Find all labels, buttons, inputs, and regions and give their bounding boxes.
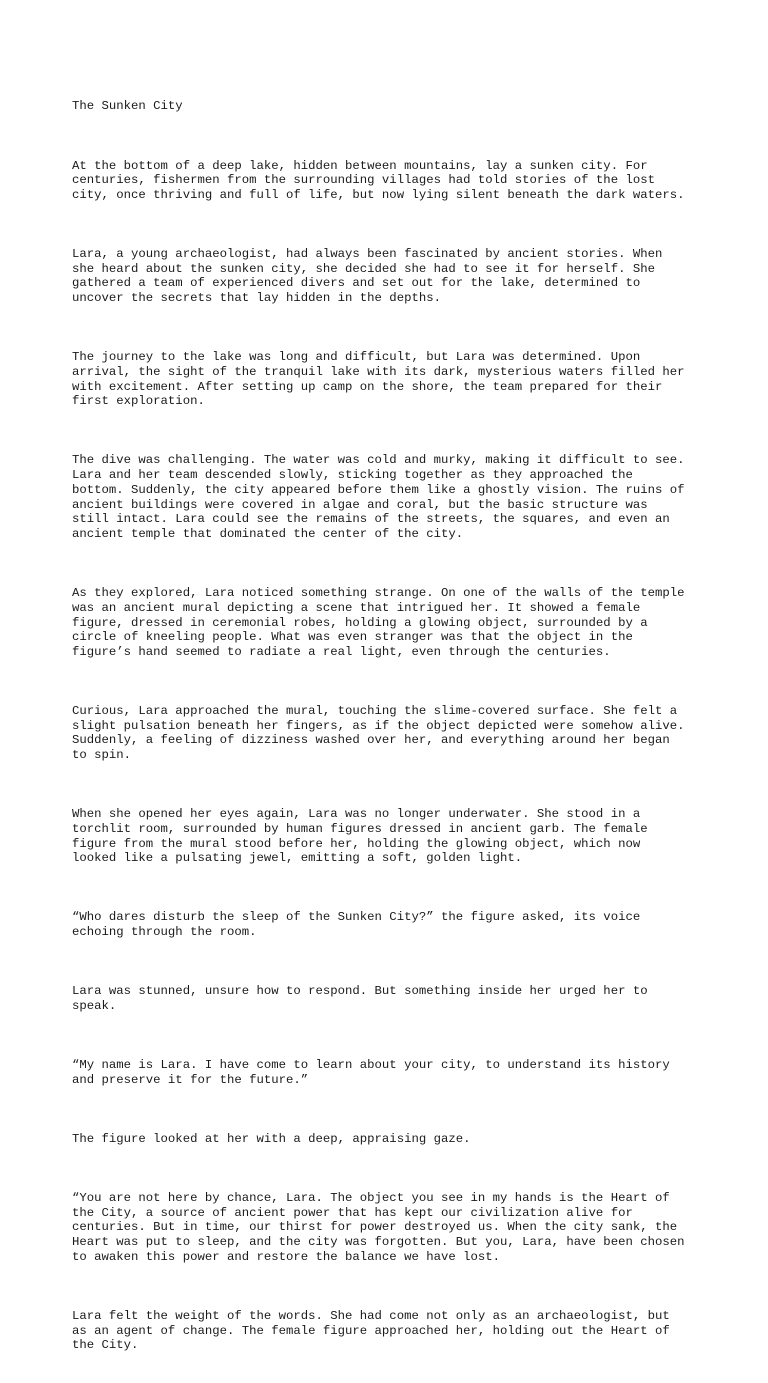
paragraph: Lara, a young archaeologist, had always been fascinated by ancient stories. When she heard about the sunken city, she decided she had to see it for herself. She gathered a team of experienced divers and set out for the lake, determined to uncover the secrets that lay hidden in the depths. (72, 247, 663, 306)
paragraph: “My name is Lara. I have come to learn about your city, to understand its history and preserve it for the future.” (72, 1058, 670, 1087)
document-page (72, 70, 712, 1383)
paragraph: The figure looked at her with a deep, appraising gaze. (72, 1131, 471, 1146)
paragraph: When she opened her eyes again, Lara was no longer underwater. She stood in a torchlit room, surrounded by human figures dressed in ancient garb. The female figure from the mural stood before her, holding the glowing object, which now looked like a pulsating jewel, emitting a soft, golden light. (72, 807, 648, 866)
paragraph: Lara felt the weight of the words. She had come not only as an archaeologist, but as an agent of change. The female figure approached her, holding out the Heart of the City. (72, 1308, 670, 1353)
paragraph: “Who dares disturb the sleep of the Sunken City?” the figure asked, its voice echoing through the room. (72, 910, 641, 940)
paragraph: “You are not here by chance, Lara. The object you see in my hands is the Heart of the City, a source of ancient power that has kept our civilization alive for centuries. But in time, our thirst for power destroyed us. When the city sank, the Heart was put to sleep, and the city was forgotten. But you, Lara, have been chosen to awaken this power and restore the balance we have lost. (72, 1191, 685, 1264)
document-title: The Sunken City (72, 99, 183, 114)
paragraph: The journey to the lake was long and difficult, but Lara was determined. Upon arrival, the sight of the tranquil lake with its dark, mysterious waters filled her with excitement. After setting up camp on the shore, the team prepared for their first exploration. (72, 350, 685, 409)
paragraph: Curious, Lara approached the mural, touching the slime-covered surface. She felt a slight pulsation beneath her fingers, as if the object depicted were somehow alive. Suddenly, a feeling of dizziness washed over her, and everything around her began to spin. (72, 704, 685, 763)
paragraph: As they explored, Lara noticed something strange. On one of the walls of the temple was an ancient mural depicting a scene that intrigued her. It showed a female figure, dressed in ceremonial robes, holding a glowing object, surrounded by a circle of kneeling people. What was even stranger was that the object in the figure’s hand seemed to radiate a real light, even through the centuries. (72, 586, 685, 659)
paragraph: Lara was stunned, unsure how to respond. But something inside her urged her to speak. (72, 984, 648, 1013)
paragraph: At the bottom of a deep lake, hidden between mountains, lay a sunken city. For centuries, fishermen from the surrounding villages had told stories of the lost city, once thriving and full of life, but now lying silent beneath the dark waters. (72, 158, 685, 202)
paragraph: The dive was challenging. The water was cold and murky, making it difficult to see. Lara and her team descended slowly, sticking together as they approached the bottom. Suddenly, the city appeared before them like a ghostly vision. The ruins of ancient buildings were covered in algae and coral, but the basic structure was still intact. Lara could see the remains of the streets, the squares, and even an ancient temple that dominated the center of the city. (72, 453, 685, 541)
